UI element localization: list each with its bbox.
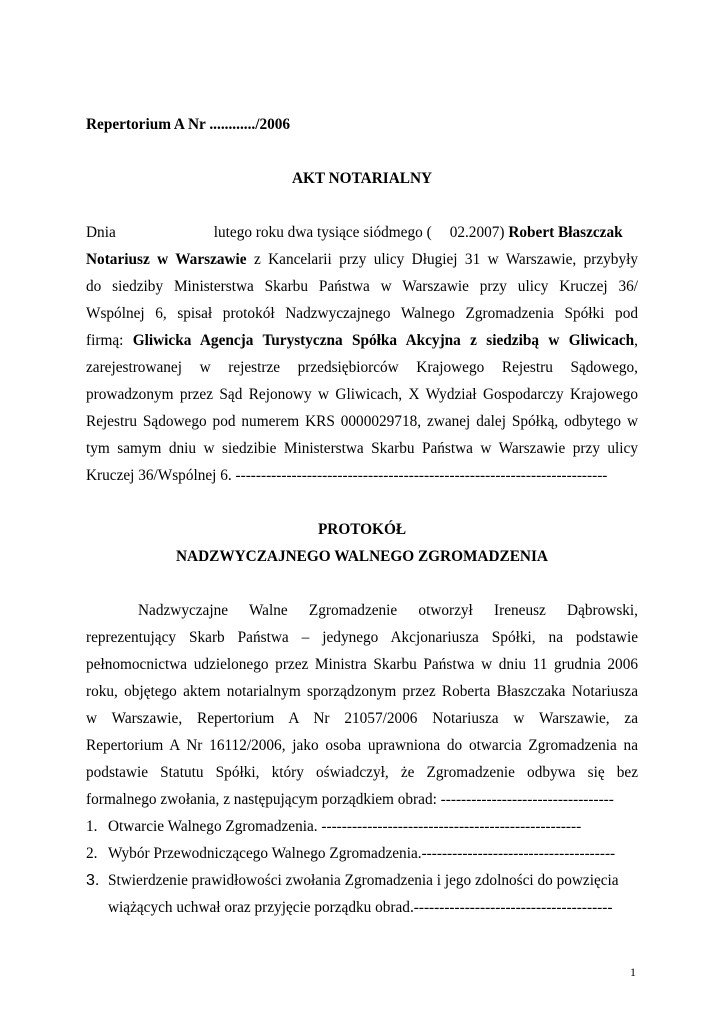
repertorium-header: Repertorium A Nr ............/2006 <box>86 116 291 133</box>
agenda-number: 2. <box>86 845 98 862</box>
body-line-8: formalnego zwołania, z następującym porządkiem obrad: ---------------------------------- <box>86 791 614 808</box>
body-line-1: Nadzwyczajne Walne Zgromadzenie otworzył Ireneusz Dąbrowski, <box>138 602 638 619</box>
agenda-item-3 <box>86 872 638 890</box>
agenda-text: Otwarcie Walnego Zgromadzenia. --------------------------------------------------- <box>108 818 582 835</box>
agenda-item-2 <box>86 845 638 863</box>
intro-line-10: Kruczej 36/Wspólnej 6. ------------------------------------------------------------------------- <box>86 467 608 484</box>
intro-line-3: do siedziby Ministerstwa Skarbu Państwa w Warszawie przy ulicy Kruczej 36/ <box>86 278 638 295</box>
intro-day-label: Dnia <box>86 224 116 241</box>
notary-title: Notariusz w Warszawie <box>86 251 247 268</box>
intro-line-7: prowadzonym przez Sąd Rejonowy w Gliwicach, X Wydział Gospodarczy Krajowego <box>86 386 638 403</box>
body-line-4: roku, objętego aktem notarialnym sporządzonym przez Roberta Błaszczaka Notariusza <box>86 683 638 700</box>
company-label: firmą: <box>86 332 133 349</box>
body-line-3: pełnomocnictwa udzielonego przez Ministra Skarbu Państwa w dniu 11 grudnia 2006 <box>86 656 638 673</box>
agenda-number: 3. <box>86 872 100 889</box>
intro-date: 02.2007) <box>449 224 505 241</box>
body-line-2: reprezentujący Skarb Państwa – jedynego Akcjonariusza Spółki, na podstawie <box>86 629 638 646</box>
notary-name: Robert Błaszczak <box>508 224 623 241</box>
body-line-7: podstawie Statutu Spółki, który oświadczył, że Zgromadzenie odbywa się bez <box>86 764 638 781</box>
intro-month-text: lutego roku dwa tysiące siódmego ( <box>213 224 432 241</box>
agenda-text: Stwierdzenie prawidłowości zwołania Zgromadzenia i jego zdolności do powzięcia <box>108 872 619 889</box>
body-line-5: w Warszawie, Repertorium A Nr 21057/2006 Notariusza w Warszawie, za <box>86 710 638 727</box>
intro-line-9: tym samym dniu w siedzibie Ministerstwa Skarbu Państwa w Warszawie przy ulicy <box>86 440 638 457</box>
protocol-title: PROTOKÓŁ <box>317 521 407 538</box>
intro-line-1 <box>86 224 638 242</box>
intro-line-4: Wspólnej 6, spisał protokół Nadzwyczajnego Walnego Zgromadzenia Spółki pod <box>86 305 638 322</box>
document-title: AKT NOTARIALNY <box>291 170 433 187</box>
protocol-subtitle: NADZWYCZAJNEGO WALNEGO ZGROMADZENIA <box>176 548 548 565</box>
body-line-6: Repertorium A Nr 16112/2006, jako osoba uprawniona do otwarcia Zgromadzenia na <box>86 737 638 754</box>
intro-office: z Kancelarii przy ulicy Długiej 31 w Warszawie, przybyły <box>246 251 638 268</box>
company-comma: , <box>634 332 638 349</box>
company-name: Gliwicka Agencja Turystyczna Spółka Akcyjna z siedzibą w Gliwicach <box>132 332 635 349</box>
intro-line-5 <box>86 332 638 350</box>
intro-line-8: Rejestru Sądowego pod numerem KRS 0000029718, zwanej dalej Spółką, odbytego w <box>86 413 638 430</box>
intro-line-2 <box>86 251 638 269</box>
agenda-item-3-continued: wiążących uchwał oraz przyjęcie porządku obrad.--------------------------------------- <box>108 899 613 916</box>
agenda-item-1 <box>86 818 638 836</box>
agenda-number: 1. <box>86 818 98 835</box>
intro-line-6: zarejestrowanej w rejestrze przedsiębiorców Krajowego Rejestru Sądowego, <box>86 359 638 376</box>
page-number: 1 <box>630 965 636 979</box>
agenda-text: Wybór Przewodniczącego Walnego Zgromadzenia.-------------------------------------- <box>108 845 616 862</box>
